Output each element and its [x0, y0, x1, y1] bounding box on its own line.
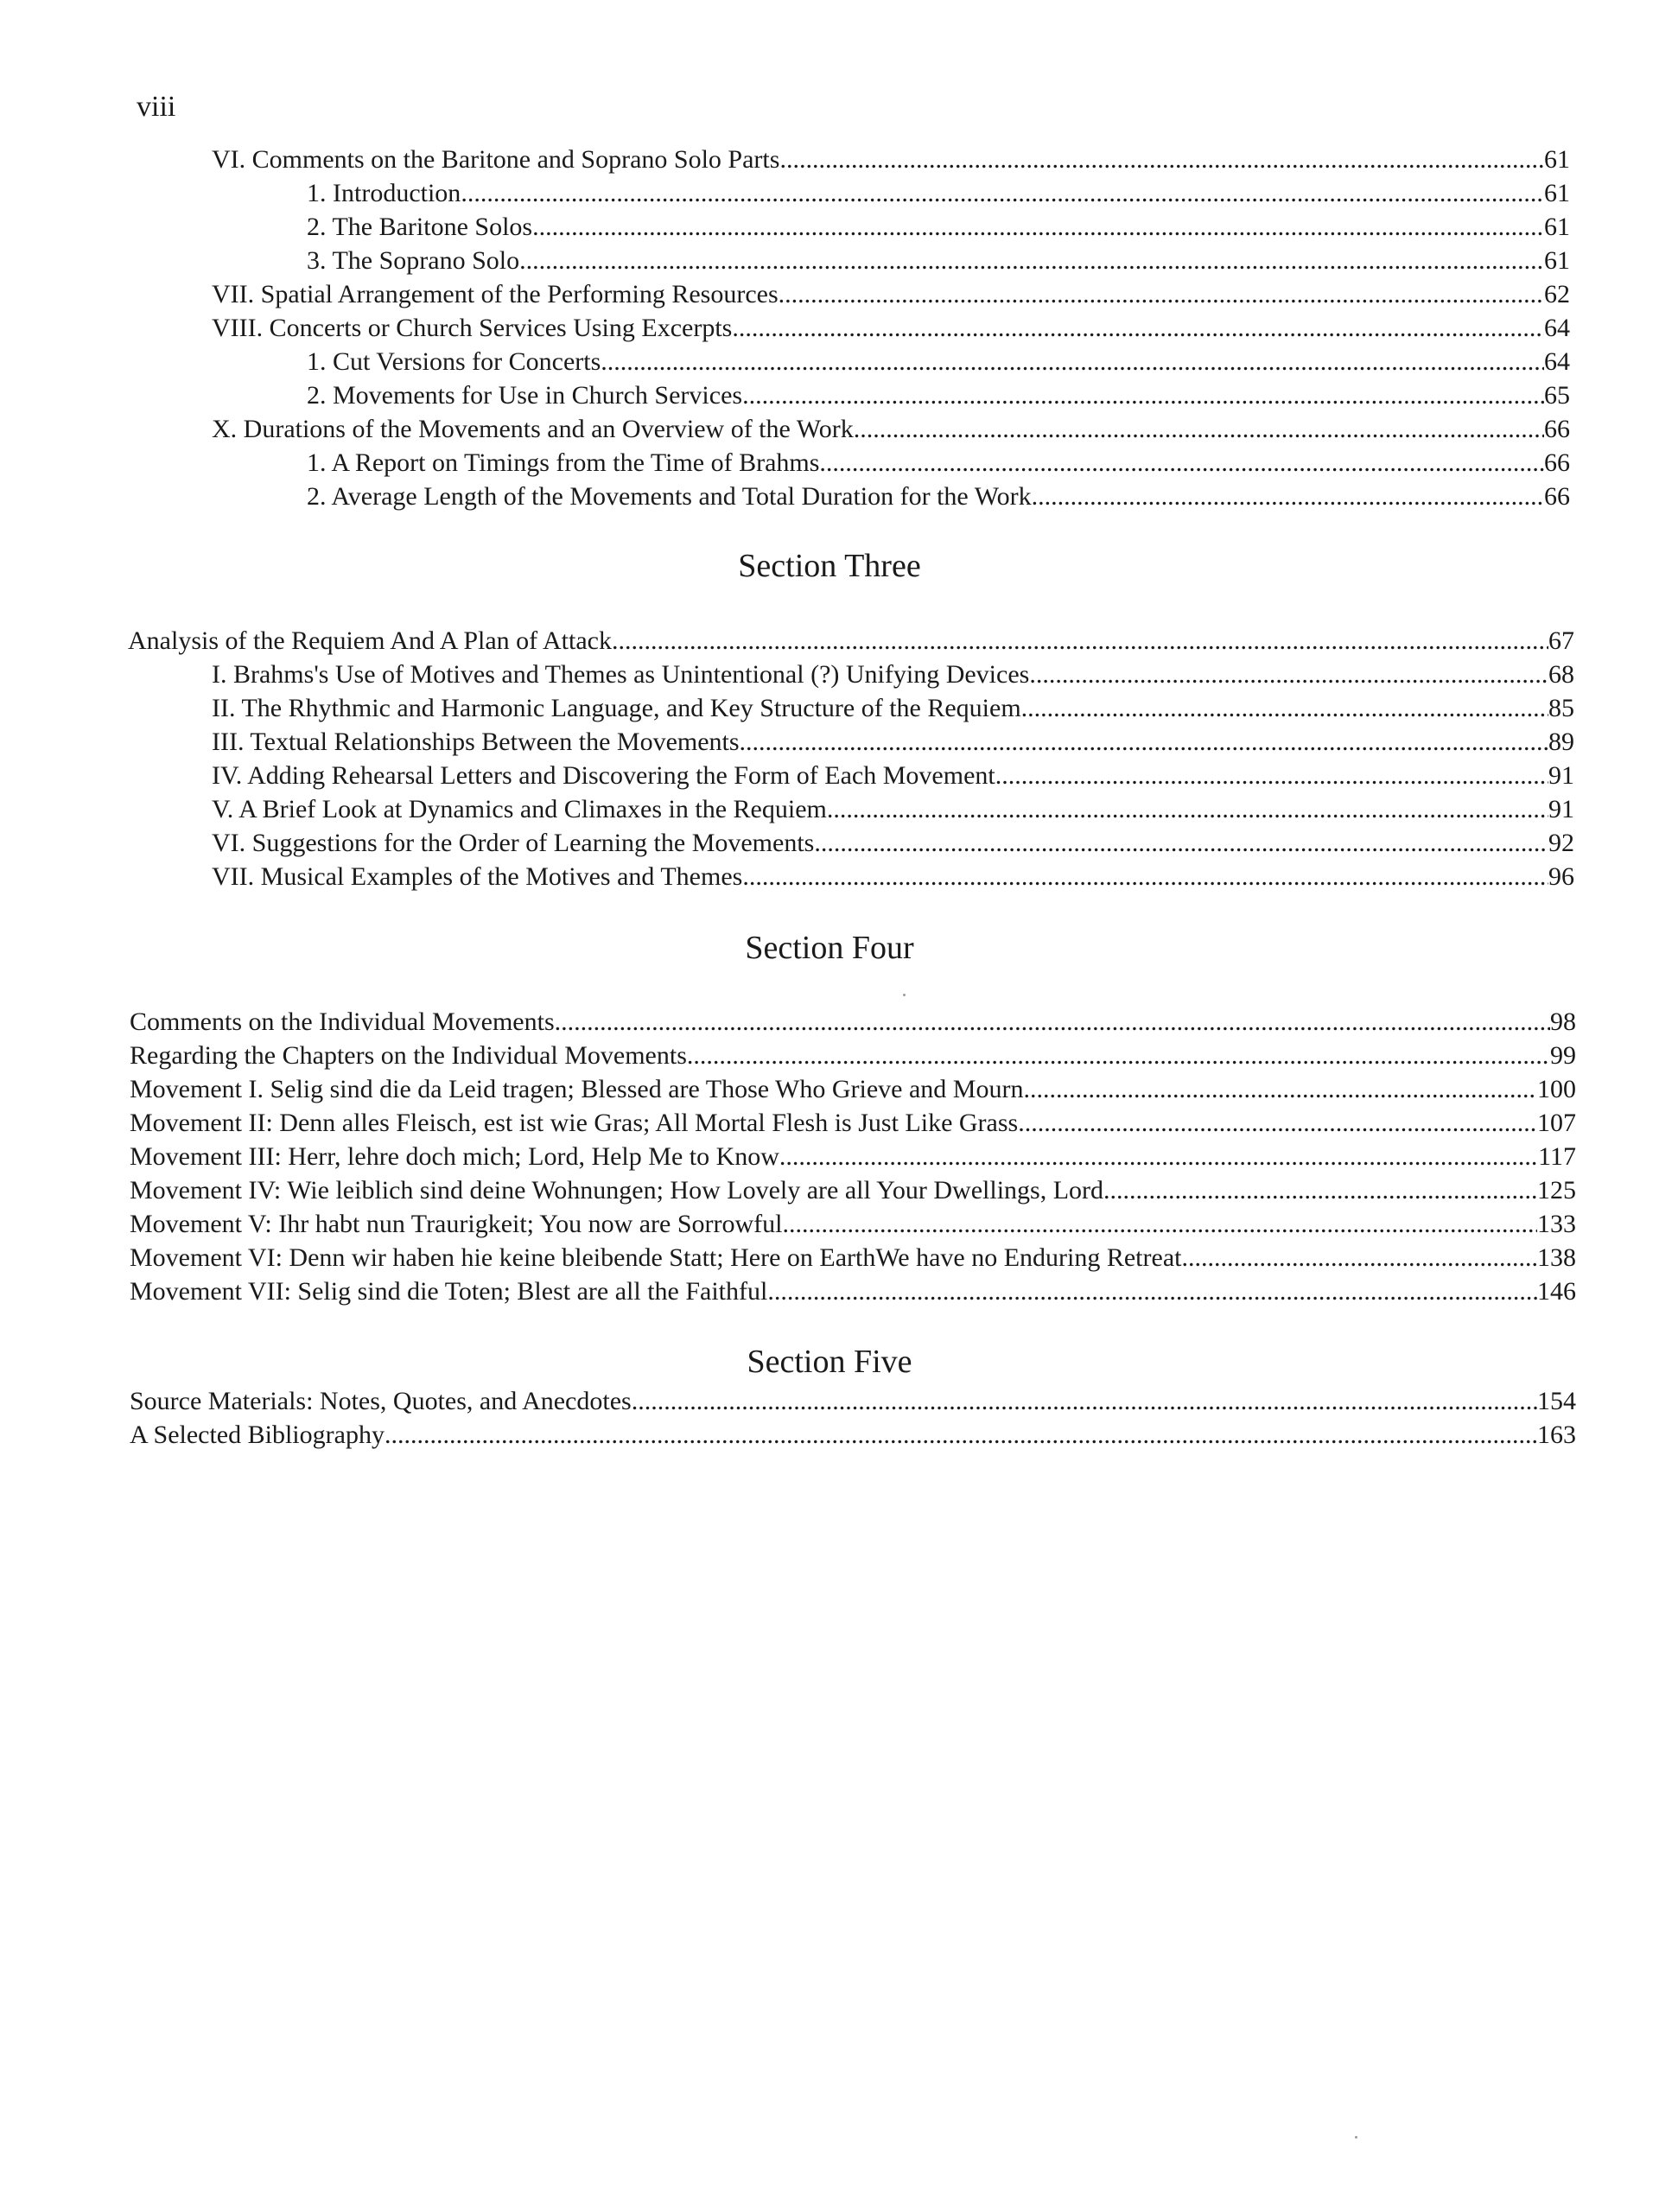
dot-leader — [783, 1207, 1537, 1242]
dot-leader — [461, 176, 1544, 211]
toc-entry-title: 1. Introduction — [307, 179, 461, 207]
toc-entry-title: X. Durations of the Movements and an Overview of the Work — [212, 415, 854, 443]
toc-entry — [307, 345, 1570, 379]
toc-entry — [128, 624, 1574, 658]
toc-entry — [212, 725, 1574, 760]
toc-entry-title: V. A Brief Look at Dynamics and Climaxes in the Requiem — [212, 795, 827, 823]
toc-entry — [212, 691, 1574, 726]
toc-entry-title: Movement II: Denn alles Fleisch, est ist wie Gras; All Mortal Flesh is Just Like Grass — [130, 1109, 1019, 1137]
toc-entry-page: 117 — [1538, 1142, 1576, 1171]
toc-entry-title: VI. Suggestions for the Order of Learning the Movements — [212, 829, 815, 857]
dot-leader — [519, 244, 1544, 278]
toc-entry-page: 107 — [1537, 1109, 1576, 1137]
dot-leader — [601, 345, 1544, 379]
toc-entry-title: VII. Spatial Arrangement of the Performing Resources — [212, 280, 779, 308]
toc-entry-title: VI. Comments on the Baritone and Soprano Solo Parts — [212, 145, 780, 174]
toc-entry-page: 154 — [1537, 1387, 1576, 1415]
toc-entry-title: Regarding the Chapters on the Individual Movements — [130, 1041, 687, 1070]
toc-entry — [130, 1418, 1576, 1452]
toc-entry-page: 66 — [1544, 482, 1570, 511]
dot-leader — [767, 1274, 1537, 1309]
toc-entry-page: 61 — [1544, 246, 1570, 275]
toc-entry-page: 61 — [1544, 179, 1570, 207]
toc-entry — [212, 792, 1574, 827]
toc-entry — [130, 1384, 1576, 1419]
toc-entry — [307, 176, 1570, 211]
toc-entry — [307, 480, 1570, 514]
toc-entry-title: 1. A Report on Timings from the Time of Brahms — [307, 448, 820, 477]
toc-entry-page: 99 — [1550, 1041, 1576, 1070]
dot-leader — [740, 725, 1548, 760]
toc-entry-page: 92 — [1548, 829, 1574, 857]
toc-entry-title: 2. Average Length of the Movements and Total Duration for the Work — [307, 482, 1032, 511]
toc-entry-page: 163 — [1537, 1421, 1576, 1449]
toc-entry — [212, 826, 1574, 861]
dot-leader — [1021, 691, 1548, 726]
toc-entry-title: I. Brahms's Use of Motives and Themes as Unintentional (?) Unifying Devices — [212, 660, 1030, 689]
dot-leader — [1023, 1072, 1537, 1107]
dot-leader — [854, 412, 1544, 447]
toc-entry — [130, 1005, 1576, 1039]
section-five-heading: Section Five — [747, 1344, 912, 1380]
toc-entry-title: A Selected Bibliography — [130, 1421, 385, 1449]
dot-leader — [1181, 1241, 1537, 1275]
toc-entry-title: Movement VI: Denn wir haben hie keine bleibende Statt; Here on EarthWe have no Enduring Retreat — [130, 1243, 1182, 1272]
toc-entry-title: Movement I. Selig sind die da Leid tragen; Blessed are Those Who Grieve and Mourn — [130, 1075, 1024, 1103]
toc-entry-title: Comments on the Individual Movements — [130, 1007, 555, 1036]
toc-entry — [130, 1207, 1576, 1242]
toc-entry-title: III. Textual Relationships Between the Movements — [212, 728, 740, 756]
scan-speck — [1355, 2136, 1357, 2139]
dot-leader — [742, 378, 1544, 413]
toc-entry-page: 98 — [1550, 1007, 1576, 1036]
dot-leader — [1029, 658, 1548, 692]
toc-entry — [307, 244, 1570, 278]
toc-entry — [130, 1274, 1576, 1309]
toc-entry-title: Movement III: Herr, lehre doch mich; Lord, Help Me to Know — [130, 1142, 779, 1171]
toc-entry-page: 66 — [1544, 448, 1570, 477]
toc-entry-title: 1. Cut Versions for Concerts — [307, 347, 601, 376]
toc-entry-page: 91 — [1548, 795, 1574, 823]
toc-entry-title: Movement V: Ihr habt nun Traurigkeit; You now are Sorrowful — [130, 1210, 783, 1238]
toc-entry — [212, 412, 1570, 447]
toc-entry — [307, 210, 1570, 245]
section-four-heading: Section Four — [745, 930, 914, 966]
dot-leader — [632, 1384, 1537, 1419]
dot-leader — [779, 143, 1544, 177]
dot-leader — [742, 860, 1548, 894]
dot-leader — [532, 210, 1544, 245]
dot-leader — [555, 1005, 1550, 1039]
toc-entry-page: 61 — [1544, 213, 1570, 241]
dot-leader — [819, 446, 1544, 480]
toc-entry-title: Source Materials: Notes, Quotes, and Anecdotes — [130, 1387, 632, 1415]
dot-leader — [827, 792, 1548, 827]
toc-entry-title: IV. Adding Rehearsal Letters and Discovering the Form of Each Movement — [212, 761, 995, 790]
dot-leader — [687, 1039, 1550, 1073]
toc-entry-page: 62 — [1544, 280, 1570, 308]
toc-entry-title: 3. The Soprano Solo — [307, 246, 520, 275]
toc-entry-page: 66 — [1544, 415, 1570, 443]
toc-entry-page: 100 — [1537, 1075, 1576, 1103]
dot-leader — [1018, 1106, 1537, 1141]
dot-leader — [385, 1418, 1537, 1452]
dot-leader — [779, 1140, 1538, 1174]
toc-entry-page: 61 — [1544, 145, 1570, 174]
toc-entry-title: VII. Musical Examples of the Motives and Themes — [212, 862, 743, 891]
toc-entry — [130, 1140, 1576, 1174]
dot-leader — [732, 311, 1544, 346]
toc-entry-page: 65 — [1544, 381, 1570, 410]
toc-entry-page: 67 — [1548, 626, 1574, 655]
toc-entry-page: 68 — [1548, 660, 1574, 689]
toc-entry — [212, 277, 1570, 312]
toc-entry-page: 91 — [1548, 761, 1574, 790]
page-number: viii — [137, 91, 176, 123]
toc-entry-page: 85 — [1548, 694, 1574, 722]
toc-entry-title: II. The Rhythmic and Harmonic Language, and Key Structure of the Requiem — [212, 694, 1021, 722]
section-three-heading: Section Three — [738, 548, 921, 584]
toc-entry-page: 89 — [1548, 728, 1574, 756]
toc-entry — [212, 860, 1574, 894]
toc-entry — [307, 378, 1570, 413]
dot-leader — [1032, 480, 1544, 514]
toc-entry-title: Movement IV: Wie leiblich sind deine Wohnungen; How Lovely are all Your Dwellings, Lord — [130, 1176, 1104, 1205]
dot-leader — [814, 826, 1548, 861]
toc-entry — [130, 1039, 1576, 1073]
toc-entry — [130, 1106, 1576, 1141]
dot-leader — [1103, 1173, 1537, 1208]
toc-entry-title: Movement VII: Selig sind die Toten; Blest are all the Faithful — [130, 1277, 768, 1306]
toc-entry — [307, 446, 1570, 480]
toc-entry-page: 133 — [1537, 1210, 1576, 1238]
toc-entry-title: 2. Movements for Use in Church Services — [307, 381, 743, 410]
toc-entry — [130, 1241, 1576, 1275]
dot-leader — [779, 277, 1544, 312]
toc-entry — [130, 1072, 1576, 1107]
dot-leader — [995, 759, 1548, 793]
toc-entry-page: 96 — [1548, 862, 1574, 891]
toc-entry — [212, 759, 1574, 793]
toc-entry-page: 125 — [1537, 1176, 1576, 1205]
toc-entry-page: 138 — [1537, 1243, 1576, 1272]
toc-entry-page: 64 — [1544, 314, 1570, 342]
dot-leader — [612, 624, 1548, 658]
toc-entry-title: Analysis of the Requiem And A Plan of Attack — [128, 626, 612, 655]
toc-entry — [212, 311, 1570, 346]
scan-speck — [903, 994, 906, 996]
toc-entry-title: VIII. Concerts or Church Services Using Excerpts — [212, 314, 733, 342]
toc-entry — [130, 1173, 1576, 1208]
toc-entry — [212, 658, 1574, 692]
toc-entry-title: 2. The Baritone Solos — [307, 213, 533, 241]
toc-entry — [212, 143, 1570, 177]
toc-entry-page: 64 — [1544, 347, 1570, 376]
toc-entry-page: 146 — [1537, 1277, 1576, 1306]
